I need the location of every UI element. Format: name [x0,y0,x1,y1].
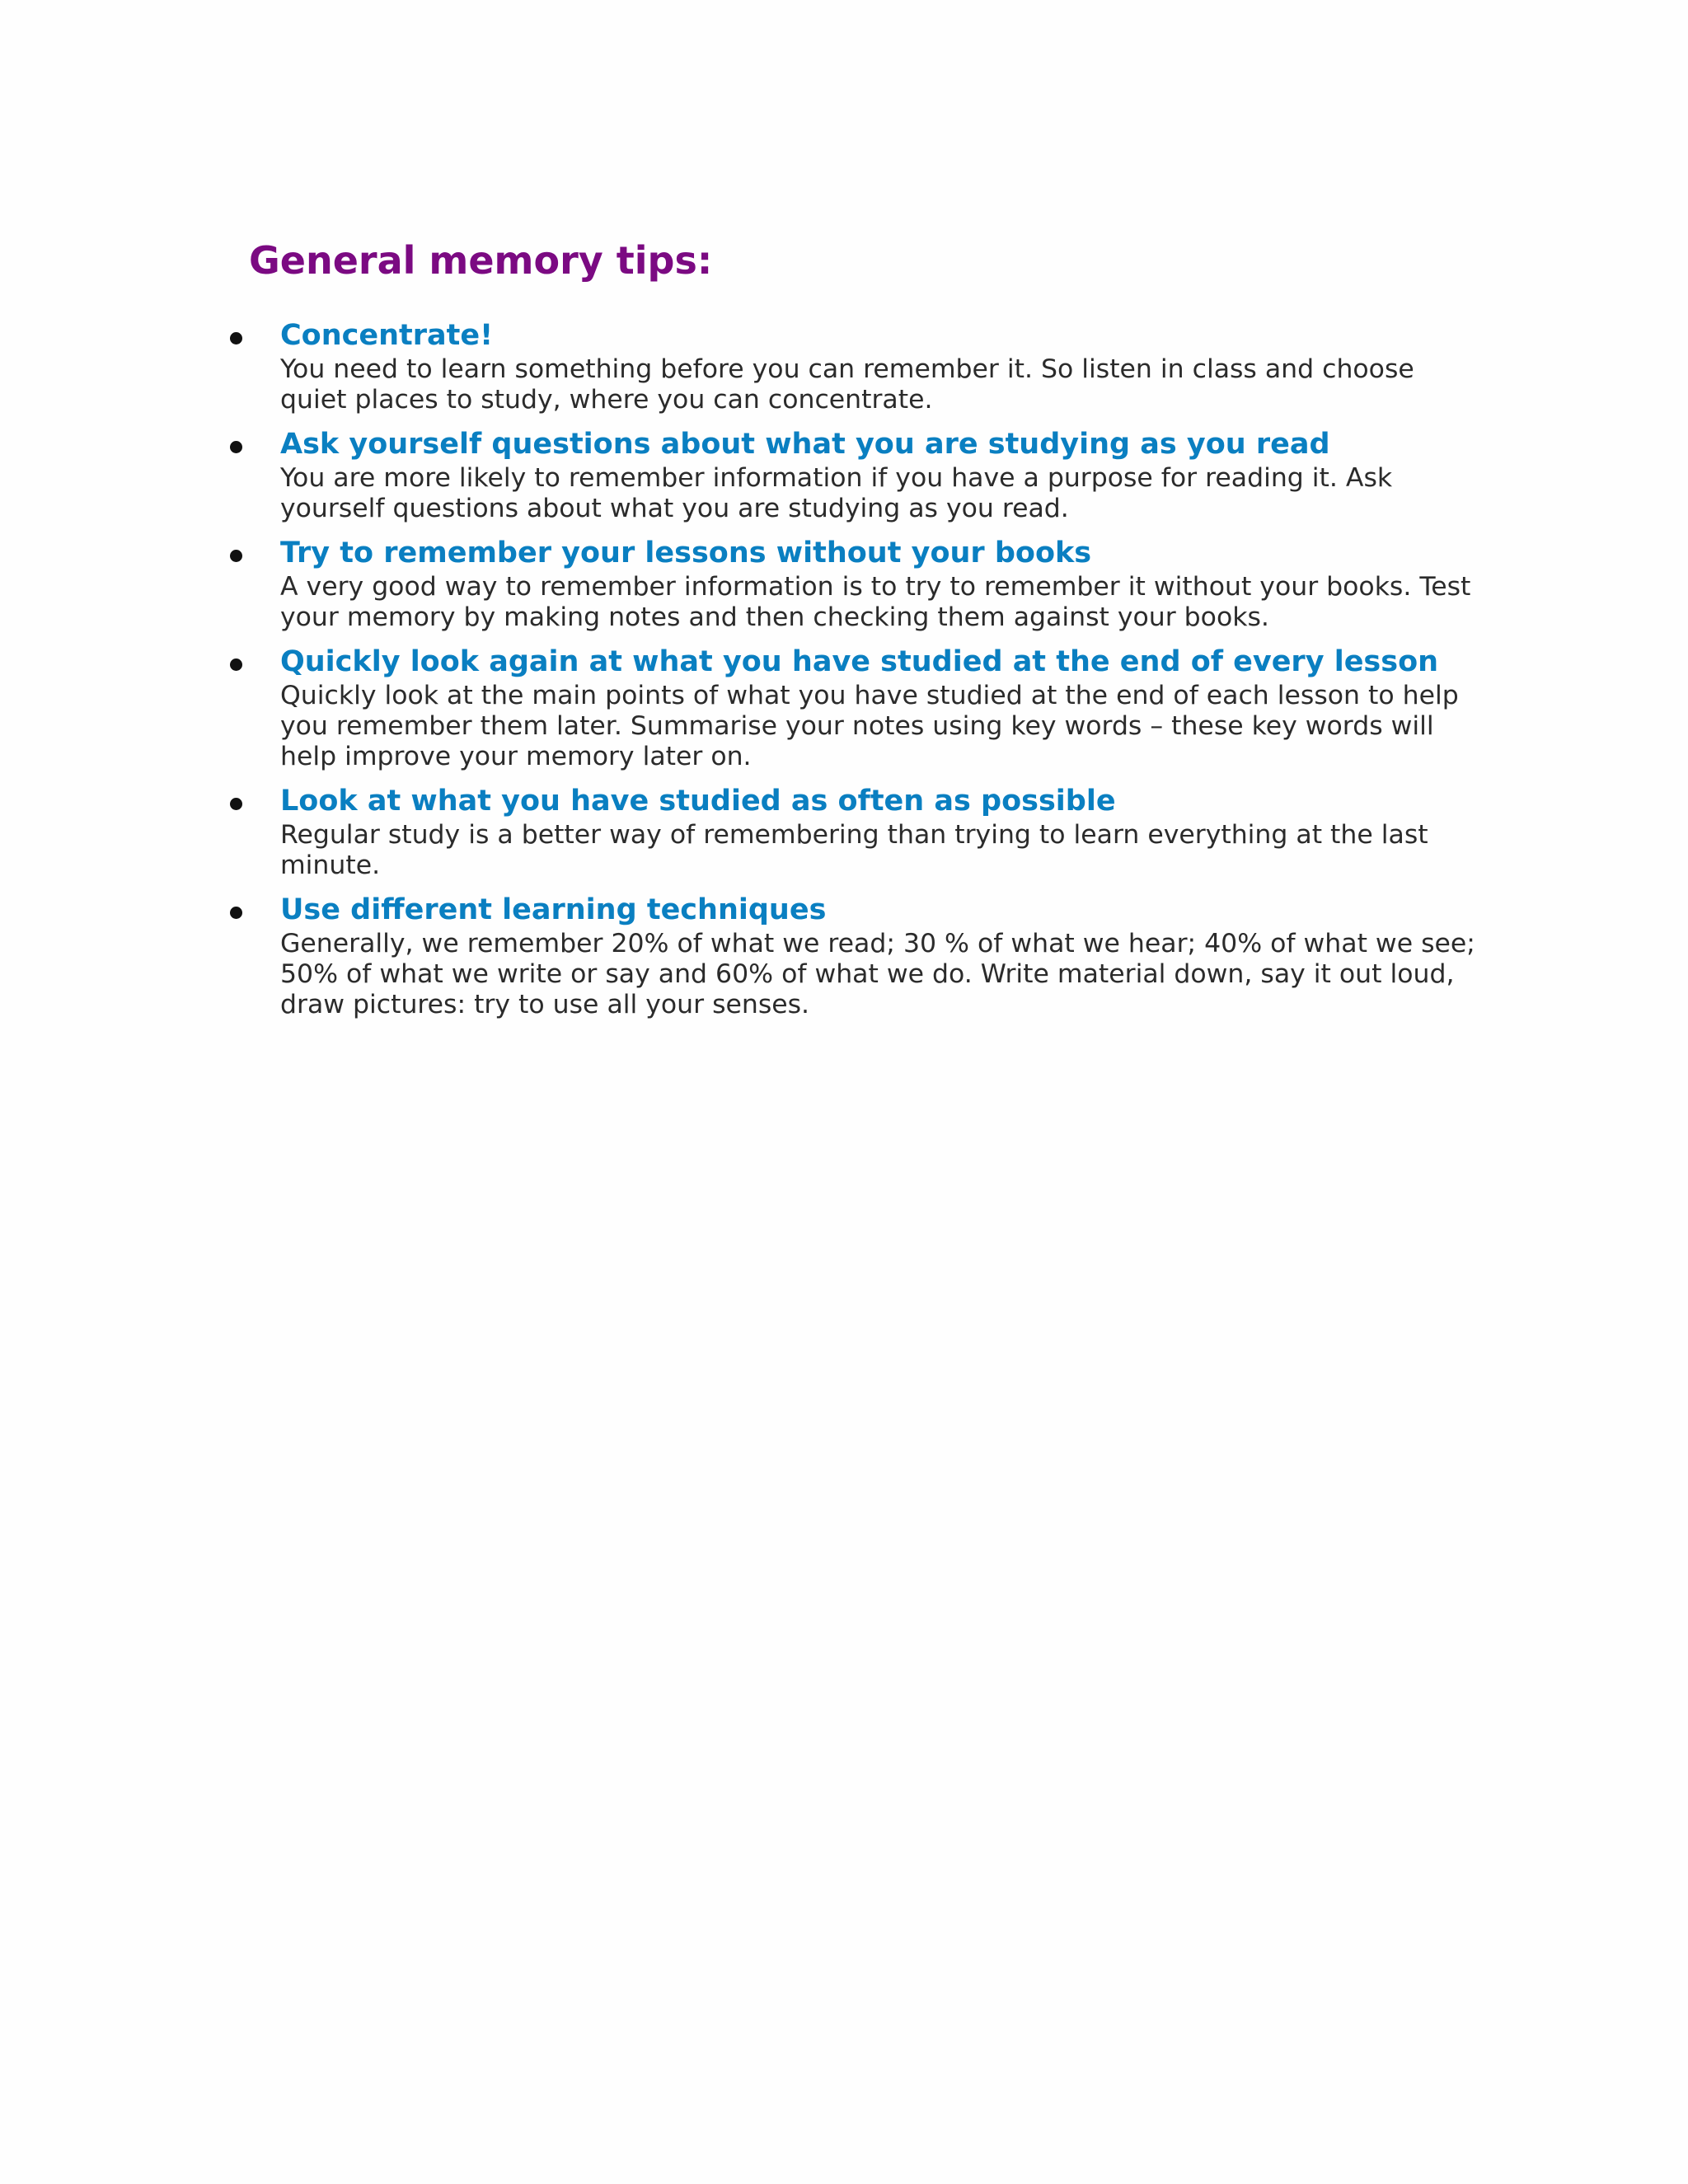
bullet-icon [230,907,242,919]
tip-body: You need to learn something before you can remember it. So listen in class and choose quiet places to study, where you can concentrate. [280,354,1414,415]
bullet-icon [230,658,242,671]
tip-body: A very good way to remember information is to try to remember it without your books. Test your memory by making notes and then checking them against your books. [280,572,1471,632]
bullet-icon [230,441,242,453]
tips-list [0,316,1688,1030]
tip-item-ask-questions [0,425,1688,524]
tip-body: Generally, we remember 20% of what we read; 30 % of what we hear; 40% of what we see; 50% of what we write or say and 60% of what we do. Write material down, say it out loud, draw pictures: try to use all your senses. [280,929,1475,1019]
bullet-icon [230,332,242,344]
tip-item-review-after-lesson [0,643,1688,772]
tip-item-remember-without-books [0,534,1688,633]
bullet-icon [230,550,242,562]
tip-title: Use different learning techniques [280,893,827,926]
tip-item-study-often [0,782,1688,881]
tip-title: Look at what you have studied as often as possible [280,785,1116,818]
tip-title: Ask yourself questions about what you are studying as you read [280,428,1330,461]
tip-title: Quickly look again at what you have studied at the end of every lesson [280,645,1439,678]
tip-body: You are more likely to remember information if you have a purpose for reading it. Ask yourself questions about what you are studying as you read. [280,463,1393,523]
page-title: General memory tips: [249,238,713,283]
tip-title: Try to remember your lessons without your books [280,537,1092,569]
bullet-icon [230,798,242,810]
tip-body: Regular study is a better way of remembering than trying to learn everything at the last minute. [280,820,1428,880]
tip-item-learning-techniques [0,891,1688,1020]
tip-body: Quickly look at the main points of what you have studied at the end of each lesson to help you remember them later. Summarise your notes using key words – these key words will help improve your memory later on. [280,681,1459,771]
tip-title: Concentrate! [280,319,494,352]
tip-item-concentrate [0,316,1688,415]
